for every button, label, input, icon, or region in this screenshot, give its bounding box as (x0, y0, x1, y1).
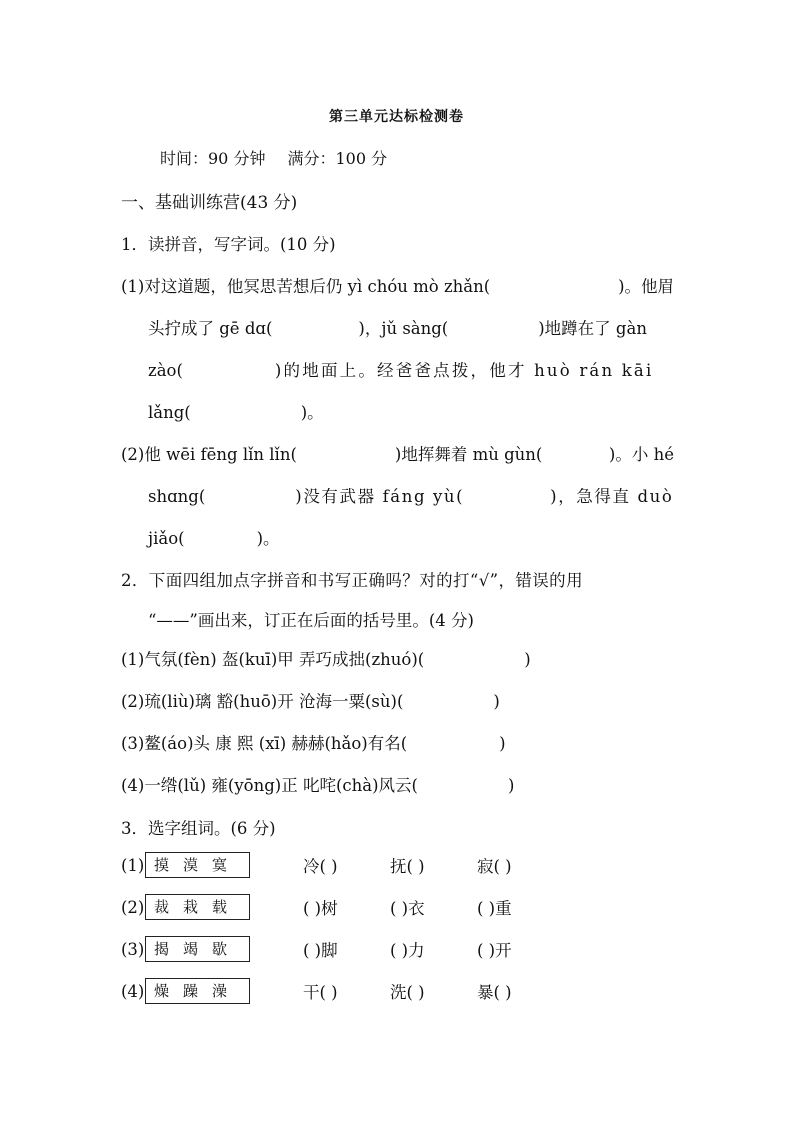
question-3-heading: 3．选字组词。(6 分) (121, 819, 276, 838)
q1-p1-line3: zào( )的地面上。经爸爸点拨，他才 huò rán kāi (148, 361, 654, 380)
word-blank: 干( ) (303, 983, 338, 1002)
section-heading: 一、基础训练营(43 分) (121, 193, 298, 213)
word-blank: ( )树 (303, 899, 338, 918)
word-blank: 暴( ) (477, 983, 512, 1002)
q3-row-4 (121, 978, 564, 1004)
row-label: (1) (121, 855, 145, 875)
word-blank: 抚( ) (390, 857, 425, 876)
exam-meta (160, 146, 387, 169)
row-label: (4) (121, 981, 145, 1001)
question-2-heading-line1: 2．下面四组加点字拼音和书写正确吗？对的打“√”，错误的用 (121, 571, 583, 590)
option-box: 摸漠寞 (145, 852, 250, 878)
option-box: 燥躁澡 (145, 978, 250, 1004)
q1-p2-line1: (2)他 wēi fēng lǐn lǐn( )地挥舞着 mù gùn( )。小 hé (121, 445, 674, 464)
q2-row-1: (1)气氛(fèn) 盔(kuī)甲 弄巧成拙(zhuó)( ) (121, 650, 531, 669)
q1-p2-line2: shɑng( )没有武器 fáng yù( )，急得直 duò (148, 487, 674, 506)
row-label: (2) (121, 897, 145, 917)
word-blank: 冷( ) (303, 857, 338, 876)
word-blank: ( )力 (390, 941, 425, 960)
q1-p1-line1: (1)对这道题，他冥思苦想后仍 yì chóu mò zhǎn( )。他眉 (121, 277, 674, 296)
q3-row-3 (121, 936, 564, 962)
word-blank: 寂( ) (477, 857, 512, 876)
q1-p1-line4: lǎng( )。 (148, 403, 324, 422)
q2-row-3: (3)鳌(áo)头 康 熙 (xī) 赫赫(hǎo)有名( ) (121, 734, 506, 753)
q2-row-4: (4)一绺(lǔ) 雍(yōng)正 叱咤(chà)风云( ) (121, 776, 515, 795)
word-blank: ( )衣 (390, 899, 425, 918)
option-box: 裁栽载 (145, 894, 250, 920)
full-score: 满分：100 分 (287, 149, 388, 168)
q1-p1-line2: 头拧成了 gē dɑ( )，jǔ sàng( )地蹲在了 gàn (148, 319, 647, 338)
question-1-heading: 1．读拼音，写字词。(10 分) (121, 235, 336, 254)
q3-row-2 (121, 894, 564, 920)
q3-row-1 (121, 852, 564, 878)
row-label: (3) (121, 939, 145, 959)
q2-row-2: (2)琉(liù)璃 豁(huō)开 沧海一粟(sù)( ) (121, 692, 500, 711)
q1-p2-line3: jiǎo( )。 (148, 529, 280, 548)
page-title: 第三单元达标检测卷 (329, 109, 464, 125)
option-box: 揭竭歇 (145, 936, 250, 962)
time-limit: 时间：90 分钟 (160, 149, 266, 168)
word-blank: 洗( ) (390, 983, 425, 1002)
word-blank: ( )开 (477, 941, 512, 960)
question-2-heading-line2: “——”画出来，订正在后面的括号里。(4 分) (148, 611, 474, 630)
word-blank: ( )重 (477, 899, 512, 918)
word-blank: ( )脚 (303, 941, 338, 960)
